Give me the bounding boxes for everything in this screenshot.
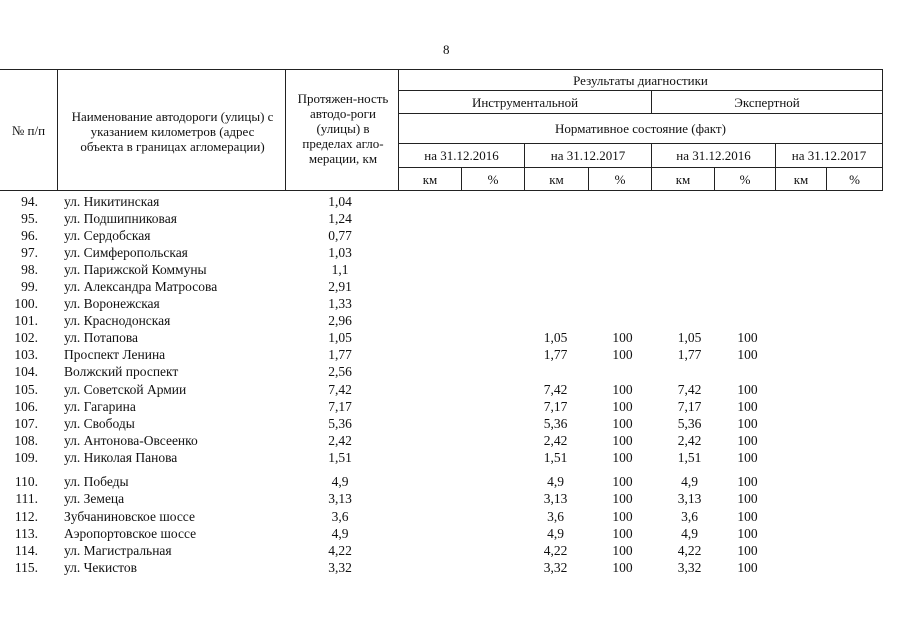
road-name: ул. Свободы	[64, 416, 135, 431]
row-number: 103.	[14, 347, 38, 362]
road-length: 1,04	[328, 194, 352, 209]
expert-2016-pct: 100	[737, 330, 758, 345]
instr-2017-km: 3,32	[543, 560, 568, 575]
expert-2016-pct: 100	[737, 416, 758, 431]
road-length: 3,6	[331, 509, 349, 524]
instr-2017-pct: 100	[612, 450, 633, 465]
row-number: 97.	[21, 245, 38, 260]
expert-2016-pct: 100	[737, 433, 758, 448]
road-name: Проспект Ленина	[64, 347, 166, 362]
expert-2016-km: 2,42	[677, 433, 702, 448]
expert-2016-pct: 100	[737, 509, 758, 524]
instr-2017-km: 3,13	[543, 491, 568, 506]
road-name: ул. Парижской Коммуны	[64, 262, 207, 277]
header-pct: %	[739, 171, 751, 187]
road-name: ул. Александра Матросова	[64, 279, 218, 294]
road-length: 2,91	[328, 279, 352, 294]
row-number: 112.	[14, 509, 38, 524]
instr-2017-pct: 100	[612, 433, 633, 448]
table-row	[0, 210, 905, 227]
instr-2017-pct: 100	[612, 347, 633, 362]
expert-2016-km: 3,32	[677, 560, 702, 575]
expert-2016-km: 4,9	[681, 474, 698, 489]
table-row	[0, 432, 905, 449]
expert-2016-km: 1,77	[677, 347, 702, 362]
road-name: ул. Краснодонская	[64, 313, 171, 328]
instr-2017-km: 7,17	[543, 399, 568, 414]
row-number: 113.	[14, 526, 38, 541]
row-number: 100.	[14, 296, 38, 311]
instr-2017-pct: 100	[612, 543, 633, 558]
expert-2016-km: 5,36	[677, 416, 702, 431]
page-number: 8	[443, 42, 450, 57]
row-number: 99.	[21, 279, 38, 294]
table-row	[0, 278, 905, 295]
expert-2016-km: 7,42	[677, 382, 702, 397]
expert-2016-pct: 100	[737, 560, 758, 575]
table-row	[0, 329, 905, 346]
road-name: ул. Симферопольская	[64, 245, 188, 260]
row-number: 111.	[15, 491, 38, 506]
instr-2017-km: 3,6	[547, 509, 564, 524]
instr-2017-km: 1,51	[543, 450, 568, 465]
table-row	[0, 508, 905, 525]
header-normative: Нормативное состояние (факт)	[555, 121, 726, 136]
road-length: 4,9	[331, 526, 349, 541]
table-row	[0, 542, 905, 559]
instr-2017-pct: 100	[612, 526, 633, 541]
table-row	[0, 312, 905, 329]
expert-2016-pct: 100	[737, 382, 758, 397]
instr-2017-km: 4,9	[547, 474, 564, 489]
road-name: ул. Победы	[64, 474, 129, 489]
expert-2016-km: 3,6	[681, 509, 698, 524]
header-pct: %	[849, 171, 860, 187]
road-length: 2,42	[328, 433, 352, 448]
expert-2016-km: 4,9	[681, 526, 698, 541]
row-number: 101.	[14, 313, 38, 328]
road-length: 4,9	[331, 474, 349, 489]
road-name: ул. Чекистов	[64, 560, 138, 575]
expert-2016-km: 1,51	[677, 450, 702, 465]
instr-2017-pct: 100	[612, 330, 633, 345]
row-number: 94.	[21, 194, 38, 209]
expert-2016-pct: 100	[737, 347, 758, 362]
instr-2017-pct: 100	[612, 382, 633, 397]
road-length: 1,03	[328, 245, 352, 260]
road-name: Волжский проспект	[64, 364, 179, 379]
road-name: ул. Сердобская	[64, 228, 151, 243]
road-length: 0,77	[328, 228, 352, 243]
instr-2017-pct: 100	[612, 491, 633, 506]
row-number: 110.	[14, 474, 38, 489]
row-number: 95.	[21, 211, 38, 226]
instr-2017-pct: 100	[612, 399, 633, 414]
row-number: 115.	[14, 560, 38, 575]
road-name: ул. Никитинская	[64, 194, 160, 209]
road-length: 2,56	[328, 364, 352, 379]
table-row	[0, 261, 905, 278]
road-length: 5,36	[328, 416, 352, 431]
header-date-expert-2016: на 31.12.2016	[676, 148, 751, 163]
header-km: км	[422, 171, 438, 187]
road-name: Аэропортовское шоссе	[64, 526, 197, 541]
road-name: ул. Подшипниковая	[64, 211, 177, 226]
header-km: км	[549, 171, 564, 187]
table-row	[0, 227, 905, 244]
instr-2017-km: 1,05	[543, 330, 568, 345]
road-length: 1,1	[331, 262, 349, 277]
header-results: Результаты диагностики	[573, 72, 708, 88]
road-length: 1,77	[328, 347, 352, 362]
instr-2017-pct: 100	[612, 560, 633, 575]
row-number: 107.	[14, 416, 38, 431]
road-name: ул. Николая Панова	[64, 450, 178, 465]
row-number: 96.	[21, 228, 38, 243]
road-length: 3,32	[328, 560, 352, 575]
road-name: Зубчаниновское шоссе	[64, 509, 195, 524]
instr-2017-km: 4,9	[547, 526, 564, 541]
road-length: 7,42	[328, 382, 352, 397]
instr-2017-km: 4,22	[543, 543, 568, 558]
header-name: Наименование автодороги (улицы) с указанием километров (адрес объекта в границах агломерации)	[71, 108, 274, 154]
road-name: ул. Гагарина	[64, 399, 136, 414]
row-number: 106.	[14, 399, 38, 414]
table-row	[0, 398, 905, 415]
instr-2017-pct: 100	[612, 474, 633, 489]
table-row	[0, 490, 905, 507]
expert-2016-pct: 100	[737, 399, 758, 414]
row-number: 104.	[14, 364, 38, 379]
instr-2017-km: 5,36	[543, 416, 568, 431]
header-km: км	[793, 171, 809, 187]
expert-2016-pct: 100	[737, 491, 758, 506]
table-row	[0, 193, 905, 210]
expert-2016-km: 1,05	[677, 330, 702, 345]
table-row	[0, 295, 905, 312]
road-length: 4,22	[328, 543, 352, 558]
road-length: 1,05	[328, 330, 352, 345]
road-name: ул. Магистральная	[64, 543, 172, 558]
row-number: 108.	[14, 433, 38, 448]
row-number: 98.	[21, 262, 38, 277]
table-row	[0, 346, 905, 363]
road-length: 1,24	[328, 211, 352, 226]
header-instrumental: Инструментальной	[471, 94, 579, 110]
header-expert: Экспертной	[734, 94, 800, 110]
expert-2016-pct: 100	[737, 543, 758, 558]
row-number: 105.	[14, 382, 38, 397]
header-pct: %	[487, 171, 499, 187]
expert-2016-pct: 100	[737, 474, 758, 489]
header-date-instr-2016: на 31.12.2016	[424, 148, 499, 163]
header-length: Протяжен-ность автодо-роги (улицы) в пределах агло-мерации, км	[297, 90, 389, 166]
road-name: ул. Советской Армии	[64, 382, 187, 397]
header-vline-1	[57, 69, 58, 191]
row-number: 102.	[14, 330, 38, 345]
road-name: ул. Потапова	[64, 330, 139, 345]
instr-2017-km: 7,42	[543, 382, 568, 397]
header-date-instr-2017: на 31.12.2017	[550, 148, 626, 163]
road-name: ул. Воронежская	[64, 296, 160, 311]
header-km: км	[675, 171, 691, 187]
row-number: 109.	[14, 450, 38, 465]
table-row	[0, 415, 905, 432]
table-row	[0, 473, 905, 490]
road-length: 3,13	[328, 491, 352, 506]
header-vline-right	[882, 69, 883, 191]
table-row	[0, 559, 905, 576]
table-row	[0, 525, 905, 542]
road-length: 7,17	[328, 399, 352, 414]
road-name: ул. Земеца	[64, 491, 125, 506]
header-date-expert-2017: на 31.12.2017	[791, 148, 867, 163]
header-pct: %	[614, 171, 626, 187]
instr-2017-km: 2,42	[543, 433, 568, 448]
row-number: 114.	[14, 543, 38, 558]
table-row	[0, 449, 905, 466]
expert-2016-km: 3,13	[677, 491, 702, 506]
road-length: 2,96	[328, 313, 352, 328]
expert-2016-pct: 100	[737, 526, 758, 541]
road-length: 1,51	[328, 450, 352, 465]
road-length: 1,33	[328, 296, 352, 311]
table-row	[0, 381, 905, 398]
expert-2016-pct: 100	[737, 450, 758, 465]
instr-2017-pct: 100	[612, 509, 633, 524]
expert-2016-km: 4,22	[677, 543, 702, 558]
instr-2017-pct: 100	[612, 416, 633, 431]
header-num: № п/п	[11, 122, 46, 138]
table-row	[0, 363, 905, 380]
instr-2017-km: 1,77	[543, 347, 568, 362]
road-name: ул. Антонова-Овсеенко	[64, 433, 198, 448]
expert-2016-km: 7,17	[677, 399, 702, 414]
header-bottom-border	[0, 190, 883, 191]
table-row	[0, 244, 905, 261]
header-vline-2	[285, 69, 286, 191]
